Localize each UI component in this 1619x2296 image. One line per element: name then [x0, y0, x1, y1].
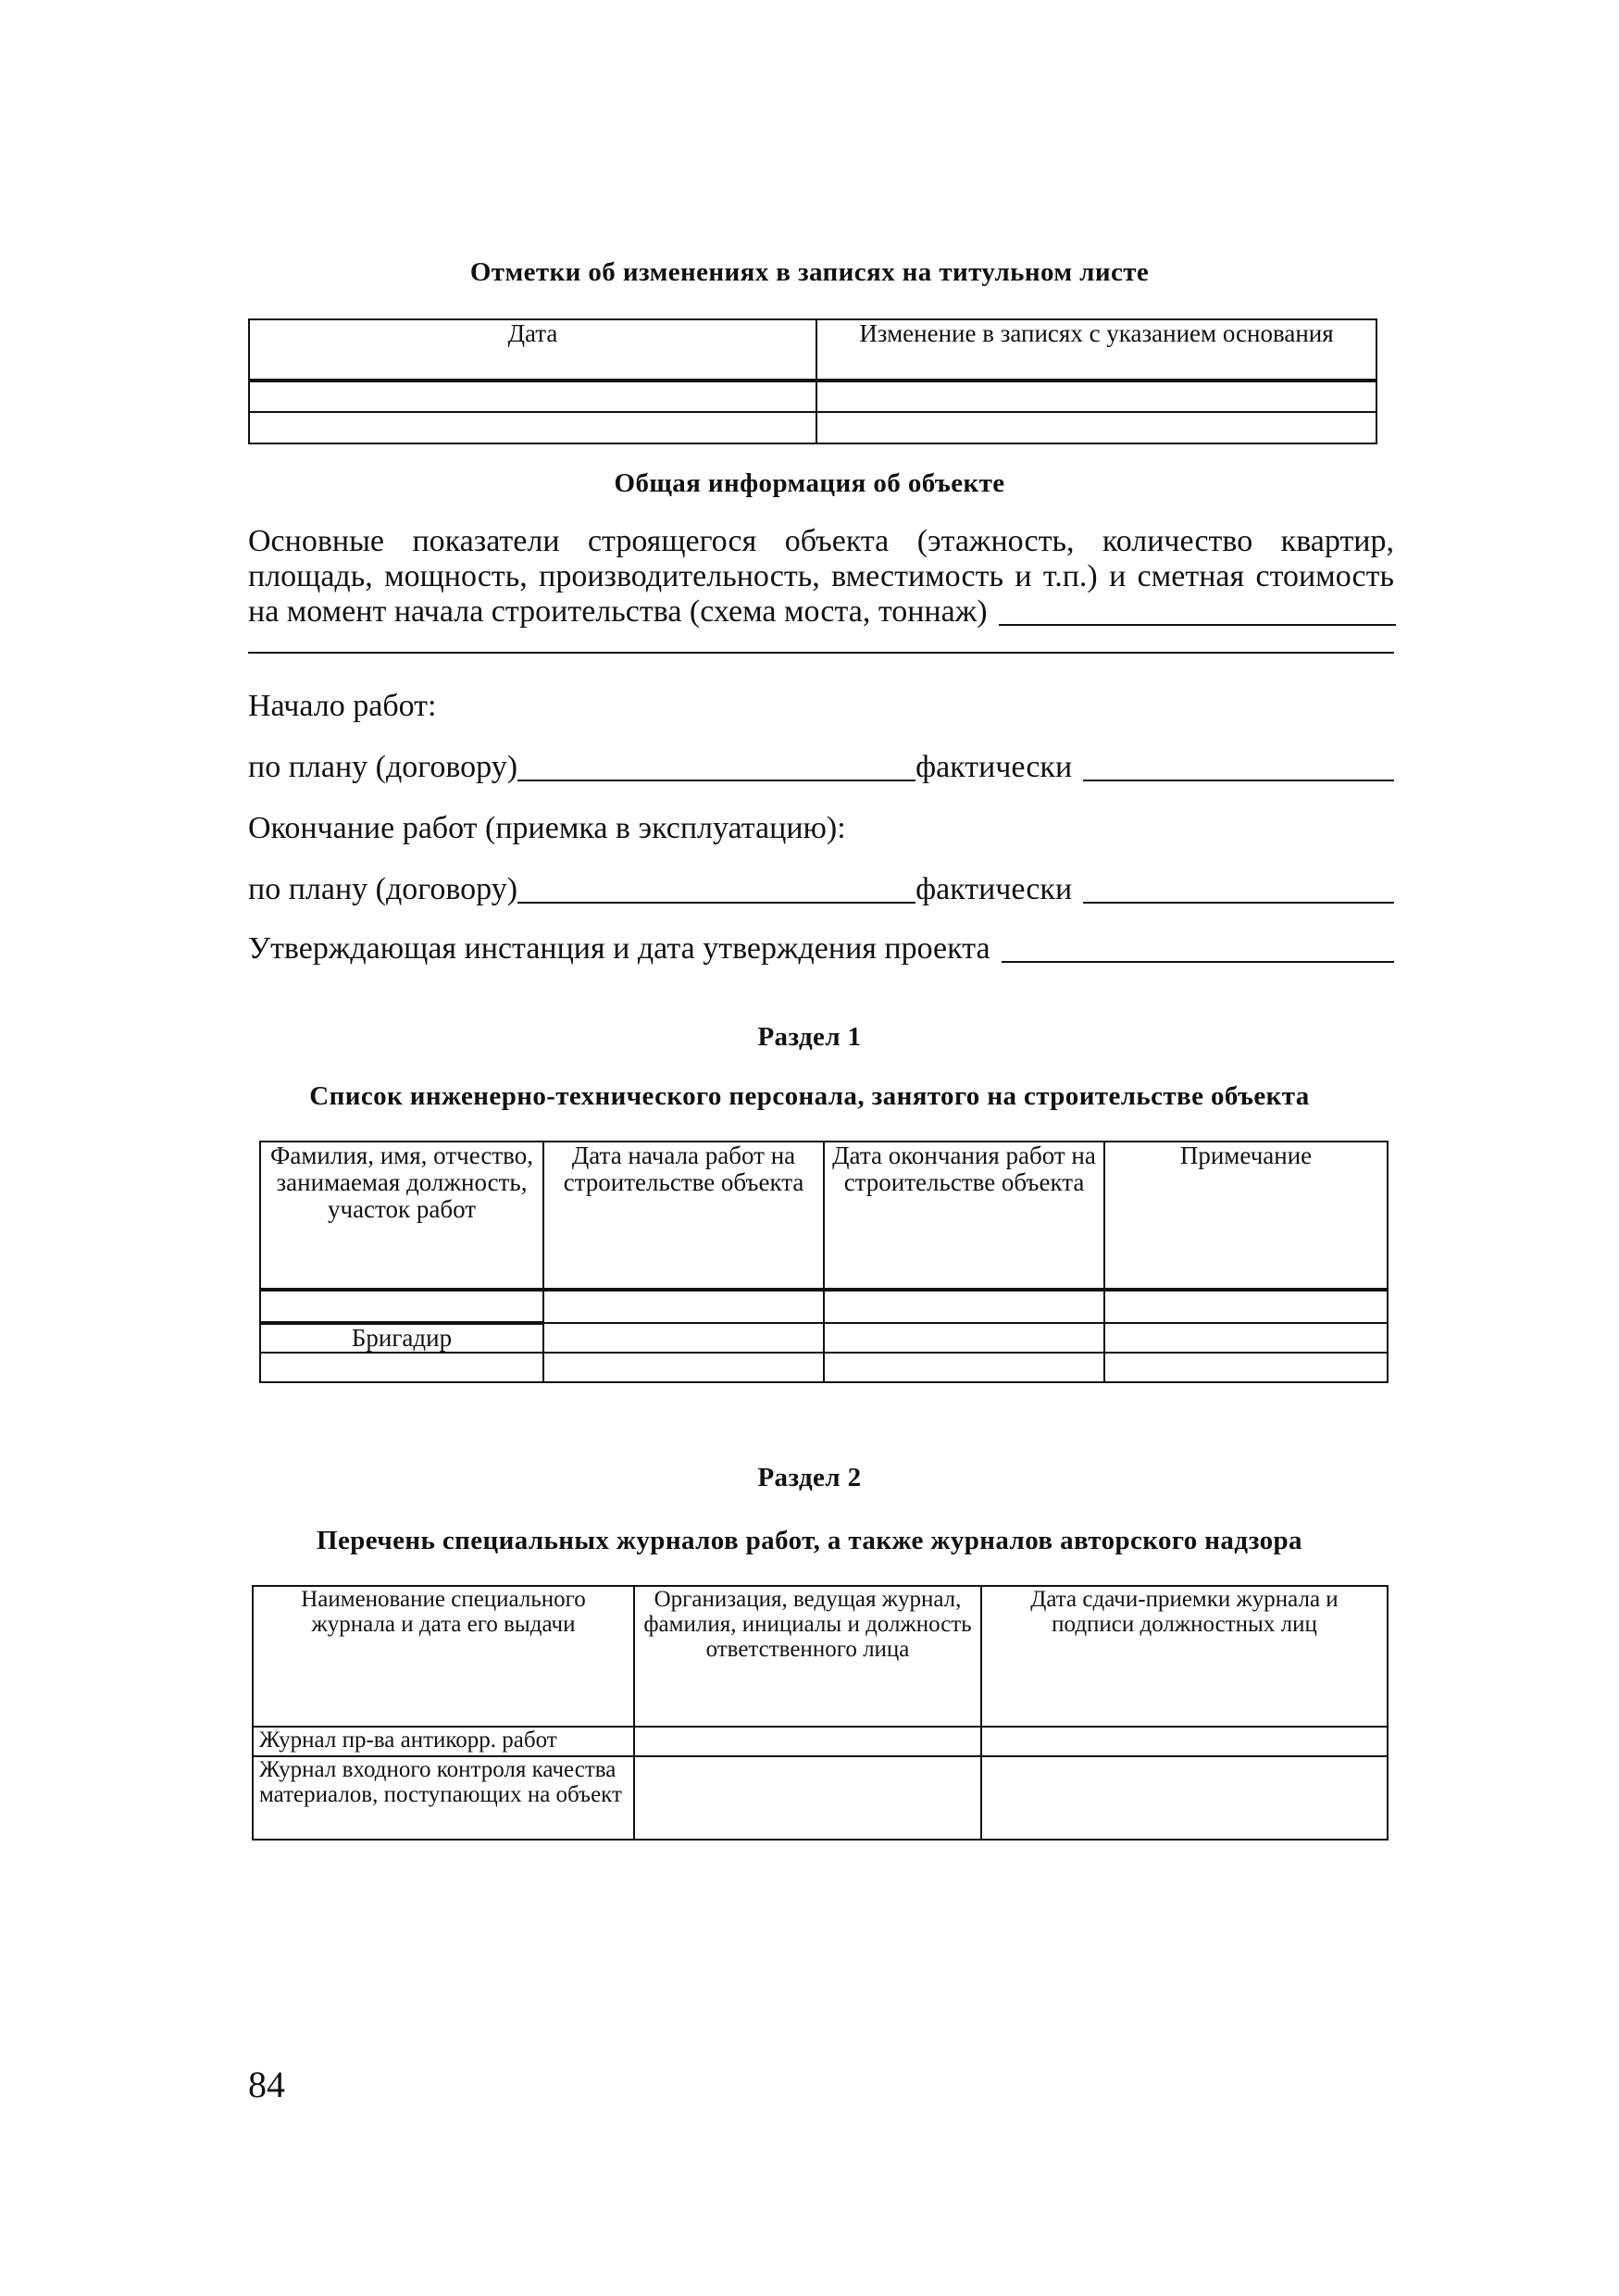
table-cell[interactable]	[249, 412, 816, 443]
general-info-title: Общая информация об объекте	[614, 468, 1005, 498]
column-header: Дата окончания работ на строительстве объекта	[824, 1142, 1104, 1290]
table-cell[interactable]	[634, 1727, 981, 1756]
changes-title: Отметки об изменениях в записях на титульном листе	[469, 257, 1150, 287]
table-cell[interactable]: Журнал входного контроля качества материалов, поступающих на объект	[253, 1756, 634, 1840]
section1-heading: Раздел 1	[757, 1022, 862, 1052]
indicators-field-line[interactable]	[248, 652, 1394, 654]
column-header: Фамилия, имя, отчество, занимаемая должность, участок работ	[260, 1142, 543, 1290]
journals-table	[252, 1585, 1389, 1841]
end-label: Окончание работ (приемка в эксплуатацию):	[248, 811, 846, 845]
table-cell[interactable]	[1104, 1353, 1388, 1382]
approval-field[interactable]	[1002, 933, 1394, 963]
column-header: Изменение в записях с указанием основания	[816, 319, 1376, 381]
paragraph-line: Основные показатели строящегося объекта (этажность, количество квартир,	[248, 524, 1394, 558]
table-cell[interactable]	[1104, 1323, 1388, 1353]
column-header: Дата начала работ на строительстве объекта	[543, 1142, 824, 1290]
table-row	[260, 1353, 1388, 1382]
changes-header-row	[249, 319, 1376, 381]
indicators-field[interactable]	[999, 596, 1396, 626]
table-cell[interactable]	[981, 1727, 1388, 1756]
table-cell[interactable]	[543, 1290, 824, 1323]
table-row	[253, 1756, 1388, 1840]
approval-row	[248, 931, 1394, 967]
actual-label: фактически	[915, 872, 1073, 906]
changes-table	[248, 318, 1377, 444]
table-cell[interactable]	[543, 1323, 824, 1353]
column-header: Дата сдачи-приемки журнала и подписи должностных лиц	[981, 1586, 1388, 1727]
table-cell[interactable]	[824, 1353, 1104, 1382]
table-cell[interactable]	[634, 1756, 981, 1840]
indicators-paragraph	[248, 524, 1396, 630]
table-row	[260, 1290, 1388, 1323]
table-row	[249, 412, 1376, 443]
paragraph-line: на момент начала строительства (схема моста, тоннаж)	[248, 594, 988, 629]
page-number: 84	[248, 2064, 285, 2105]
start-actual-field[interactable]	[1083, 752, 1394, 781]
table-cell[interactable]	[1104, 1290, 1388, 1323]
table-cell[interactable]	[543, 1353, 824, 1382]
paragraph-line: площадь, мощность, производительность, вместимость и т.п.) и сметная стоимость	[248, 559, 1394, 593]
table-row	[253, 1727, 1388, 1756]
table-row	[249, 381, 1376, 412]
table-row	[260, 1323, 1388, 1353]
plan-label: по плану (договору)	[248, 750, 518, 784]
actual-label: фактически	[915, 750, 1073, 784]
column-header: Наименование специального журнала и дата его выдачи	[253, 1586, 634, 1727]
section2-heading: Раздел 2	[757, 1463, 862, 1492]
table-cell[interactable]	[824, 1290, 1104, 1323]
approval-label: Утверждающая инстанция и дата утверждения проекта	[248, 931, 990, 966]
end-plan-field[interactable]	[517, 874, 915, 904]
staff-table	[259, 1141, 1389, 1383]
table-cell[interactable]: Журнал пр-ва антикорр. работ	[253, 1727, 634, 1756]
start-label: Начало работ:	[248, 689, 437, 723]
end-actual-field[interactable]	[1083, 874, 1394, 904]
table-cell[interactable]: Бригадир	[260, 1323, 543, 1353]
section1-title: Список инженерно-технического персонала, занятого на строительстве объекта	[309, 1081, 1310, 1111]
table-cell[interactable]	[816, 412, 1376, 443]
table-cell[interactable]	[260, 1290, 543, 1323]
column-header: Организация, ведущая журнал, фамилия, инициалы и должность ответственного лица	[634, 1586, 981, 1727]
column-header: Дата	[249, 319, 816, 381]
section2-title: Перечень специальных журналов работ, а также журналов авторского надзора	[317, 1526, 1302, 1555]
table-cell[interactable]	[824, 1323, 1104, 1353]
table-cell[interactable]	[260, 1353, 543, 1382]
table-cell[interactable]	[249, 381, 816, 412]
staff-header-row	[260, 1142, 1388, 1290]
start-plan-field[interactable]	[517, 752, 915, 781]
start-plan-row	[248, 750, 1394, 785]
table-cell[interactable]	[981, 1756, 1388, 1840]
table-cell[interactable]	[816, 381, 1376, 412]
column-header: Примечание	[1104, 1142, 1388, 1290]
plan-label: по плану (договору)	[248, 872, 518, 906]
journals-header-row	[253, 1586, 1388, 1727]
end-plan-row	[248, 872, 1394, 907]
